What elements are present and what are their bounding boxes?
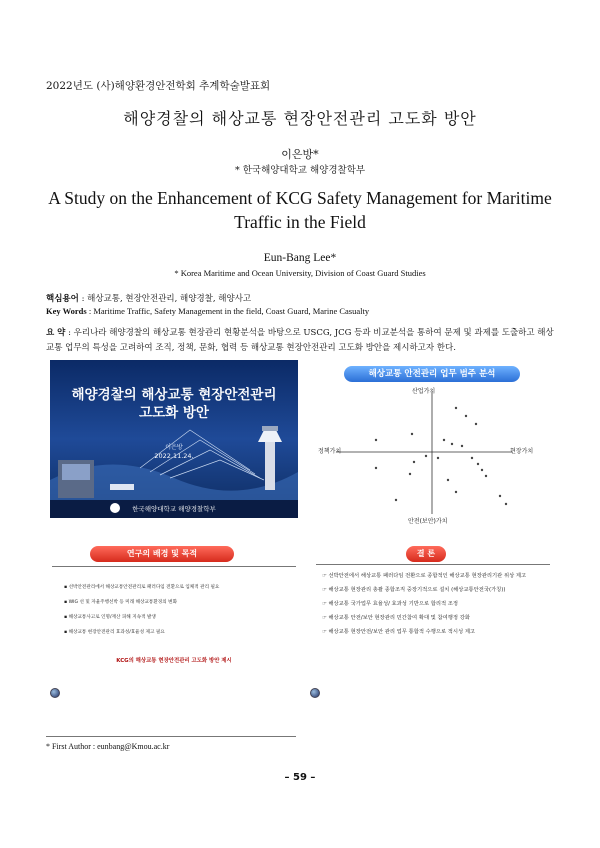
title-korean: 해양경찰의 해상교통 현장안전관리 고도화 방안 (123, 109, 477, 128)
slide-conclusion (310, 540, 556, 708)
axis-left-label: 정책가치 (318, 448, 342, 455)
slide-category-title: 해상교통 안전관리 업무 범주 분석 (344, 366, 520, 382)
author-english: Eun-Bang Lee* (263, 252, 337, 264)
slide-cover-date: 2022.11.24. (154, 452, 194, 460)
bullet-item: ☞ 선박안전에서 해상교통 패러다임 전환으로 종합적인 해상교통 현장관리기관 위상 제고 (322, 573, 527, 579)
footnote-divider (46, 736, 296, 737)
slide-cover-author: 이은방 (165, 444, 183, 451)
keywords-korean-label: 핵심용어 (46, 294, 79, 304)
globe-icon (50, 688, 60, 698)
slide-cover-footer: 한국해양대학교 해양경찰학부 (50, 500, 298, 518)
slide-background-title: 연구의 배경 및 목적 (90, 546, 234, 562)
axis-bottom-label: 안전(보안)가치 (408, 518, 448, 525)
affiliation-english: * Korea Maritime and Ocean University, Division of Coast Guard Studies (174, 268, 426, 278)
bullet-item: ☞ 해상교통 안전/보안 현장관리 민간참여 확대 및 참여행정 강화 (322, 615, 470, 621)
slide-background-divider (52, 566, 296, 567)
bullet-item: ☞ 해상교통 국가업무 효율성/ 효과성 기반으로 합리적 조정 (322, 601, 459, 607)
bullet-item: ▪ 선박안전관리에서 해상교통안전관리로 패러다임 전환으로 입체적 관리 필요 (64, 585, 220, 590)
slide-conclusion-bullets (322, 572, 556, 642)
bullet-item: ☞ 해상교통 현장안전/보안 관리 업무 통합적 수행으로 적시성 제고 (322, 629, 476, 635)
page-number: – 59 – (284, 772, 316, 783)
keywords-korean (46, 292, 251, 304)
slide-background-footer: KCG의 해상교통 현장안전관리 고도화 방안 제시 (116, 658, 232, 664)
abstract (46, 326, 556, 356)
keywords-english (46, 306, 369, 316)
slide-category-analysis (316, 360, 548, 528)
slide-cover-title-line1: 해양경찰의 해상교통 현장안전관리 (71, 387, 277, 403)
bullet-item: ▪ WIG 선 및 자율주행선박 등 미래 해상교통환경의 변화 (64, 600, 178, 605)
author-korean: 이은방* (281, 148, 319, 161)
bullet-item: ▪ 해상교통 현장안전관리 효과성/효율성 제고 필요 (64, 630, 165, 635)
slide-background-purpose (50, 540, 298, 708)
slide-background-bullets (64, 580, 292, 640)
slide-conclusion-divider (316, 564, 550, 565)
title-english (40, 186, 560, 234)
keywords-english-text: : Maritime Traffic, Safety Management in the field, Coast Guard, Marine Casualty (88, 306, 370, 316)
title-english-line1: A Study on the Enhancement of KCG Safety Management for Maritime (48, 188, 552, 208)
axis-right-label: 현장가치 (510, 448, 534, 455)
axis-top-label: 산업가치 (412, 388, 436, 395)
conference-header: 2022년도 (사)해양환경안전학회 추계학술발표회 (46, 80, 271, 92)
bullet-item: ▪ 해상교통사고로 인명/재산 피해 지속적 발생 (64, 615, 156, 620)
slide-cover-title (50, 386, 298, 422)
slide-title-cover (50, 360, 298, 518)
bullet-item: ☞ 해상교통 현장관리 총괄 종합조직 중장기적으로 설치 (해상교통안전국(가칭)) (322, 587, 506, 593)
affiliation-korean: * 한국해양대학교 해양경찰학부 (234, 165, 366, 176)
abstract-text: : 우리나라 해양경찰의 해상교통 현장관리 현황분석을 바탕으로 USCG, JCG 등과 비교분석을 통하여 문제 및 과제를 도출하고 해상교통 업무의 특성을 고려하여 조직, 정책, 문화, 협력 등 해상교통 현장안전관리 고도화 방안을 제시하고자 한다. (46, 328, 554, 353)
slide-conclusion-title: 결 론 (406, 546, 446, 562)
footnote: * First Author : eunbang@Kmou.ac.kr (46, 742, 170, 751)
slide-cover-illustration (50, 360, 298, 518)
keywords-korean-text: : 해상교통, 현장안전관리, 해양경찰, 해양사고 (81, 294, 252, 304)
keywords-english-label: Key Words (46, 306, 87, 316)
abstract-label: 요 약 (46, 328, 66, 338)
globe-icon (310, 688, 320, 698)
title-english-line2: Traffic in the Field (234, 212, 366, 232)
university-logo-icon (110, 503, 120, 513)
slide-cover-title-line2: 고도화 방안 (139, 405, 209, 421)
